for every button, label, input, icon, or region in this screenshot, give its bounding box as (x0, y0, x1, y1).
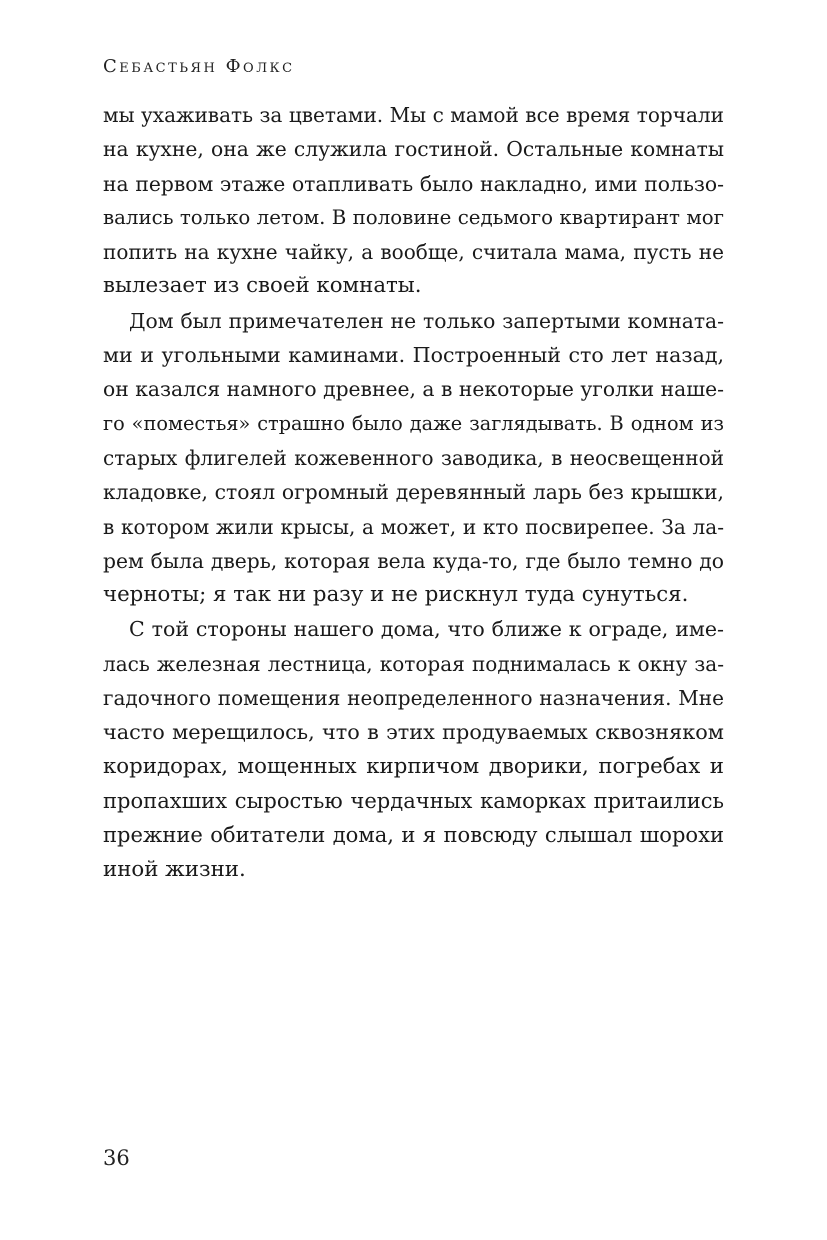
text-line: вались только летом. В половине седьмого квартирант мог (103, 205, 724, 229)
text-line: он казался намного древнее, а в некоторые уголки наше- (103, 377, 724, 402)
text-line: попить на кухне чайку, а вообще, считала мама, пусть не (103, 240, 724, 265)
text-line: гадочного помещения неопределенного назначения. Мне (103, 686, 724, 711)
text-line: иной жизни. (103, 856, 246, 882)
paragraph (103, 612, 724, 886)
text-line: вылезает из своей комнаты. (103, 273, 422, 299)
text-line: мы ухаживать за цветами. Мы с мамой все время торчали (103, 103, 724, 127)
text-line: Дом был примечателен не только запертыми комната- (129, 308, 724, 333)
text-line: кладовке, стоял огромный деревянный ларь без крышки, (103, 480, 724, 505)
text-line: в котором жили крысы, а может, и кто посвирепее. За ла- (103, 514, 724, 539)
paragraph (103, 304, 724, 613)
text-line: коридорах, мощенных кирпичом дворики, погребах и (103, 753, 724, 779)
paragraph (103, 98, 724, 304)
text-line: часто мерещилось, что в этих продуваемых сквозняком (103, 720, 724, 745)
page-number: 36 (103, 1146, 130, 1170)
text-line: старых флигелей кожевенного заводика, в неосвещенной (103, 445, 724, 470)
text-line: ми и угольными каминами. Построенный сто лет назад, (103, 343, 724, 368)
text-line: на первом этаже отапливать было накладно, ими пользо- (103, 171, 724, 196)
text-line: рем была дверь, которая вела куда-то, где было темно до (103, 548, 724, 573)
running-head: Себастьян Фолкс (103, 56, 295, 77)
text-line: го «поместья» страшно было даже заглядывать. В одном из (103, 411, 724, 435)
text-line: лась железная лестница, которая поднималась к окну за- (103, 651, 724, 676)
text-line: на кухне, она же служила гостиной. Остальные комнаты (103, 137, 724, 162)
text-line: прежние обитатели дома, и я повсюду слышал шорохи (103, 822, 724, 848)
body-text (103, 98, 724, 887)
text-line: С той стороны нашего дома, что ближе к ограде, име- (129, 617, 724, 642)
text-line: пропахших сыростью чердачных каморках притаились (103, 787, 724, 813)
text-line: черноты; я так ни разу и не рискнул туда сунуться. (103, 582, 689, 608)
